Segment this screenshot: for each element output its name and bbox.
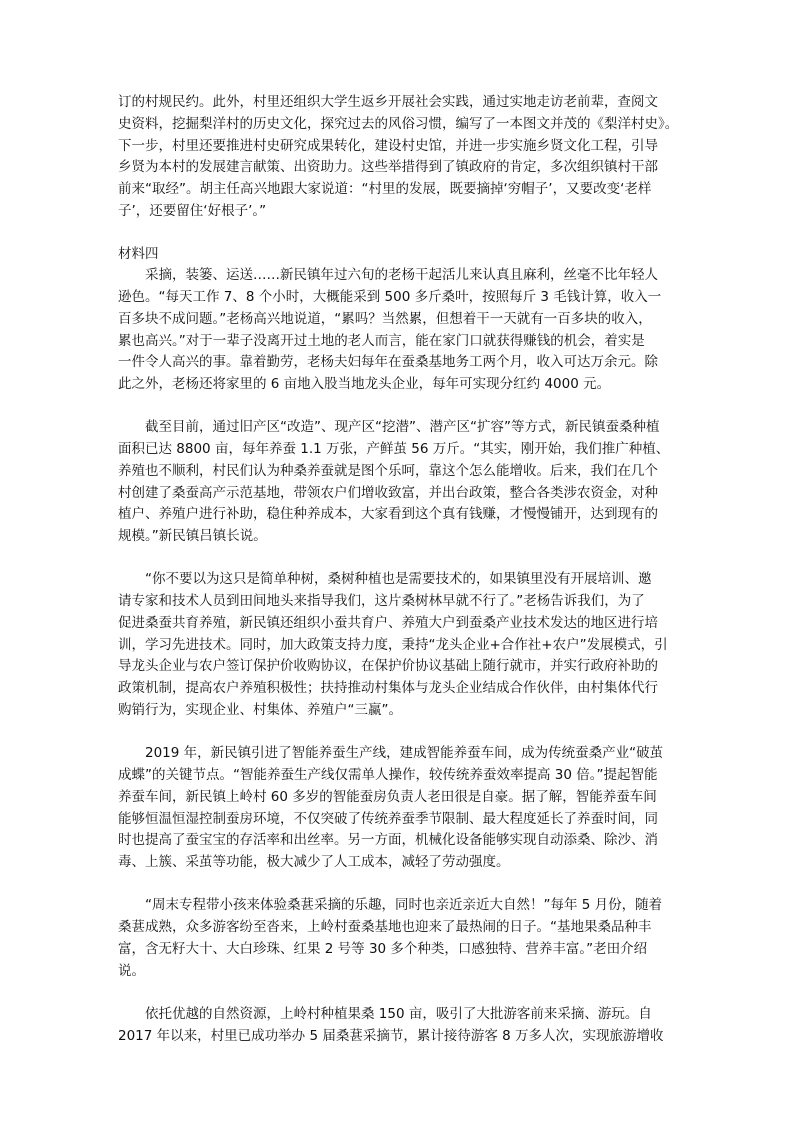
text-line: 桑葚成熟，众多游客纷至沓来，上岭村蚕桑基地也迎来了最热闹的日子。“基地果桑品种丰: [118, 919, 652, 935]
text-line: 乡贤为本村的发展建言献策、出资助力。这些举措得到了镇政府的肯定，多次组织镇村干部: [118, 159, 658, 175]
text-line: 订的村规民约。此外，村里还组织大学生返乡开展社会实践，通过实地走访老前辈，查阅文: [118, 94, 658, 110]
text-line: 训，学习先进技术。同时，加大政策支持力度，秉持“龙头企业+合作社+农户”发展模式，引: [118, 637, 668, 653]
text-line: 成蝶”的关键节点。“智能养蚕生产线仅需单人操作，较传统养蚕效率提高 30 倍。”提起智能: [118, 767, 658, 783]
text-line: 逊色。“每天工作 7、8 个小时，大概能采到 500 多斤桑叶，按照每斤 3 毛钱计算，收入一: [118, 289, 662, 305]
text-line: 2019 年，新民镇引进了智能养蚕生产线，建成智能养蚕车间，成为传统蚕桑产业“破茧: [118, 745, 664, 761]
text-line: 2017 年以来，村里已成功举办 5 届桑葚采摘节，累计接待游客 8 万多人次，实现旅游增收: [118, 1028, 664, 1044]
text-line: 面积已达 8800 亩，每年养蚕 1.1 万张，产鲜茧 56 万斤。“其实，刚开始，我们推广种植、: [118, 441, 670, 457]
text-line: 促进桑蚕共育养殖，新民镇还组织小蚕共育户、养殖大户到蚕桑产业技术发达的地区进行培: [118, 615, 658, 631]
text-line: “你不要以为这只是简单种树，桑树种植也是需要技术的，如果镇里没有开展培训、邀: [118, 571, 652, 587]
text-line: 养殖也不顺利，村民们认为种桑养蚕就是图个乐呵，靠这个怎么能增收。后来，我们在几个: [118, 463, 658, 479]
text-line: 累也高兴。”对于一辈子没离开过土地的老人而言，能在家门口就获得赚钱的机会，着实是: [118, 333, 645, 349]
text-line: 养蚕车间，新民镇上岭村 60 多岁的智能蚕房负责人老田很是自豪。据了解，智能养蚕车间: [118, 789, 657, 805]
text-line: 百多块不成问题。”老杨高兴地说道，“累吗？当然累，但想着干一天就有一百多块的收入，: [118, 311, 652, 327]
text-line: 购销行为，实现企业、村集体、养殖户“三赢”。: [118, 702, 402, 718]
text-line: 植户、养殖户进行补助，稳住种养成本，大家看到这个真有钱赚，才慢慢铺开，达到现有的: [118, 506, 658, 522]
text-line: 能够恒温恒湿控制蚕房环境，不仅突破了传统养蚕季节限制、最大程度延长了养蚕时间，同: [118, 811, 658, 827]
text-line: 截至目前，通过旧产区“改造”、现产区“挖潜”、潜产区“扩容”等方式，新民镇蚕桑种植: [118, 419, 660, 435]
text-line: 此之外，老杨还将家里的 6 亩地入股当地龙头企业，每年可实现分红约 4000 元。: [118, 376, 611, 392]
text-line: 一件令人高兴的事。靠着勤劳，老杨夫妇每年在蚕桑基地务工两个月，收入可达万余元。除: [118, 354, 658, 370]
text-line: 子’，还要留住‘好根子’。”: [118, 203, 267, 219]
text-line: 时也提高了蚕宝宝的存活率和出丝率。另一方面，机械化设备能够实现自动添桑、除沙、消: [118, 832, 658, 848]
text-line: 导龙头企业与农户签订保护价收购协议，在保护价协议基础上随行就市，并实行政府补助的: [118, 658, 658, 674]
text-line: 说。: [118, 963, 145, 979]
text-line: 请专家和技术人员到田间地头来指导我们，这片桑树林早就不行了。”老杨告诉我们，为了: [118, 593, 645, 609]
text-line: 史资料，挖掘梨洋村的历史文化，探究过去的风俗习惯，编写了一本图文并茂的《梨洋村史》。: [118, 116, 679, 132]
text-line: 前来“取经”。胡主任高兴地跟大家说道：“村里的发展，既要摘掉‘穷帽子’，又要改变‘老样: [118, 181, 652, 197]
text-line: “周末专程带小孩来体验桑葚采摘的乐趣，同时也亲近亲近大自然！”每年 5 月份，随着: [118, 897, 663, 913]
text-line: 政策机制，提高农户养殖积极性；扶持推动村集体与龙头企业结成合作伙伴，由村集体代行: [118, 680, 658, 696]
text-line: 富，含无籽大十、大白珍珠、红果 2 号等 30 多个种类，口感独特、营养丰富。”老田介绍: [118, 941, 648, 957]
text-line: 村创建了桑蚕高产示范基地，带领农户们增收致富，并出台政策，整合各类涉农资金，对种: [118, 485, 658, 501]
text-line: 依托优越的自然资源，上岭村种植果桑 150 亩，吸引了大批游客前来采摘、游玩。自: [118, 1006, 652, 1022]
text-line: 毒、上簇、采茧等功能，极大减少了人工成本，减轻了劳动强度。: [118, 854, 510, 870]
text-line: 规模。”新民镇吕镇长说。: [118, 528, 267, 544]
text-line: 采摘，装篓、运送……新民镇年过六旬的老杨干起活儿来认真且麻利，丝毫不比年轻人: [118, 267, 658, 283]
text-line: 下一步，村里还要推进村史研究成果转化，建设村史馆，并进一步实施乡贤文化工程，引导: [118, 138, 658, 154]
section-heading: 材料四: [118, 246, 159, 262]
